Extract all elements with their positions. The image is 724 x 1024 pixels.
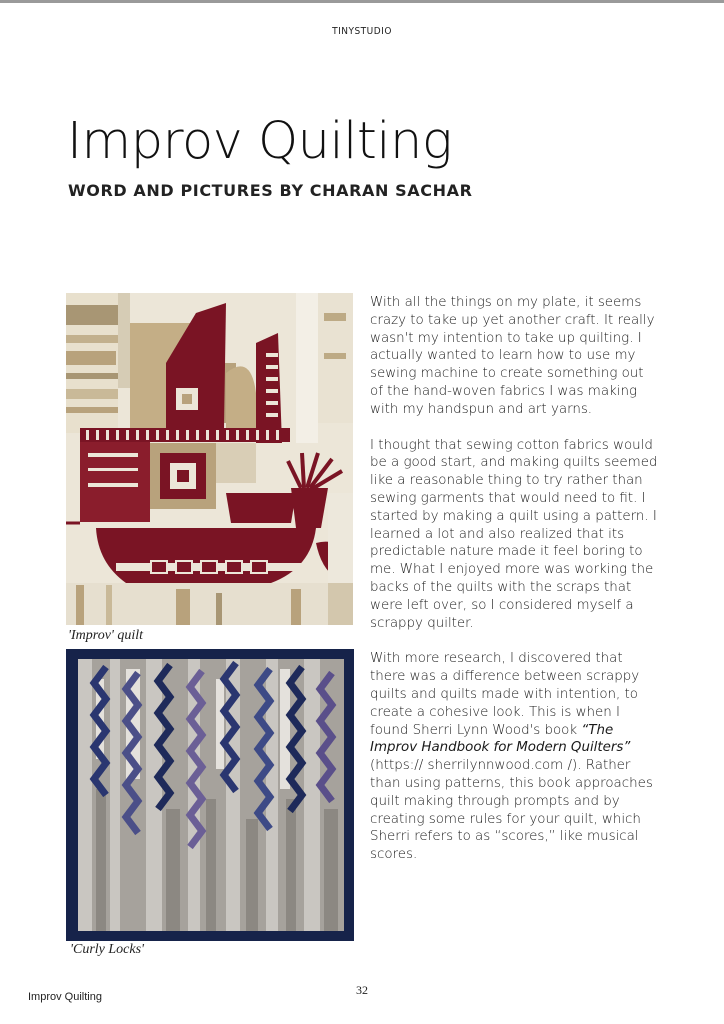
improv-quilt-photo xyxy=(66,293,353,625)
improv-quilt-caption: 'Improv' quilt xyxy=(68,628,144,643)
top-rule xyxy=(0,0,724,3)
paragraph-1: With all the things on my plate, it seems crazy to take up yet another craft. It really wasn't my intention to take up quilting. I actually wanted to learn how to use my sewing machine to create something out of the hand-woven fabrics I was making with my handspun and art yarns. xyxy=(370,295,655,417)
page-number: 32 xyxy=(356,983,368,997)
paragraph-2: I thought that sewing cotton fabrics would be a good start, and making quilts seemed like a reasonable thing to try rather than sewing garments that would need to fit. I started by making a quilt using a pattern. I learned a lot and also realized that its predictable nature made it feel boring to me. What I enjoyed more was working the backs of the quilts with the scraps that were left over, so I considered myself a scrappy quilter. xyxy=(370,437,658,631)
article-byline: WORD AND PICTURES BY CHARAN SACHAR xyxy=(68,181,473,200)
article-body xyxy=(370,294,660,882)
paragraph-3-text-a: With more research, I discovered that there was a difference between scrappy quilts and quilts made with intention, to create a cohesive look. This is when I found Sherri Lynn Wood's book xyxy=(370,651,640,738)
curly-locks-quilt-photo xyxy=(66,649,354,941)
paragraph-3 xyxy=(370,650,660,864)
book-title: “The Improv Handbook for Modern Quilters” xyxy=(370,722,631,756)
paragraph-3-text-b: (https:// sherrilynnwood.com /). Rather than using patterns, this book approaches quilt making through prompts and by creating some rules for your quilt, which Sherri refers to as “scores,” like musical scores. xyxy=(370,758,653,863)
curly-locks-caption: 'Curly Locks' xyxy=(70,942,145,957)
footer-section-title: Improv Quilting xyxy=(28,991,102,1003)
article-title: Improv Quilting xyxy=(67,112,452,171)
masthead: TINYSTUDIO xyxy=(332,26,392,37)
